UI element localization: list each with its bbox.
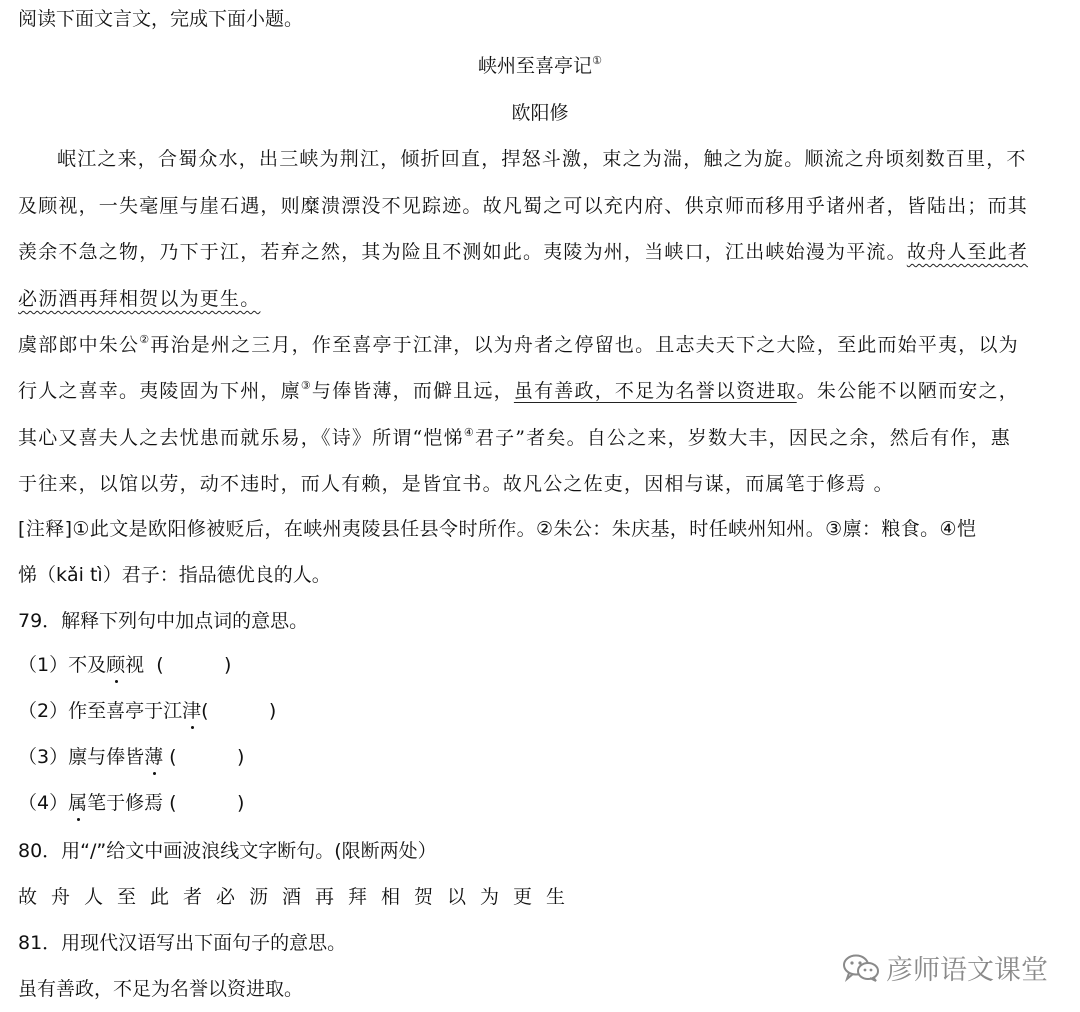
dotted-word-3: 薄	[144, 746, 164, 768]
para2-line2-a: 行人之喜幸。夷陵固为下州，廪	[18, 380, 301, 402]
q80-text: 故舟人至此者必沥酒再拜相贺以为更生	[18, 886, 580, 908]
q79-item-3-a: （3）廪与俸皆	[18, 746, 145, 768]
q79-item-2	[18, 702, 276, 721]
note-ref-3: ③	[300, 379, 312, 392]
para2-line4: 于往来，以馆以劳，动不违时，而人有赖，是皆宜书。故凡公之佐吏，因相与谋，而属笔于修焉 。	[18, 473, 894, 495]
q79-item-1	[18, 656, 231, 675]
dotted-word-2: 津	[182, 700, 202, 722]
q79-item-1-a: （1）不及	[18, 654, 107, 676]
para2-line2-d: 。朱公能不以陋而安之，	[796, 380, 1019, 402]
para2-line3-a: 其心又喜夫人之去忧患而就乐易，《诗》所谓“恺悌	[18, 427, 464, 449]
q79-item-2-a: （2）作至喜亭于江	[18, 700, 183, 722]
notes-line1: [注释]①此文是欧阳修被贬后，在峡州夷陵县任县令时所作。②朱公：朱庆基，时任峡州知州。③廪：粮食。④恺	[18, 518, 977, 540]
q81-sentence: 虽有善政，不足为名誉以资进取。	[18, 978, 304, 1000]
para1-line4	[18, 290, 260, 309]
q80-stem: 80．用“/”给文中画波浪线文字断句。(限断两处）	[18, 840, 437, 862]
note-ref-4: ④	[463, 426, 475, 439]
para1-line1: 岷江之来，合蜀众水，出三峡为荆江，倾折回直，捍怒斗激，束之为湍，触之为旋。顺流之舟顷刻数百里，不	[57, 148, 1027, 170]
para2-line1-b: 再治是州之三月，作至喜亭于江津，以为舟者之停留也。且志夫天下之大险，至此而始平夷，以为	[150, 334, 1019, 356]
dotted-word-4: 属	[68, 792, 88, 814]
para2-line2	[18, 379, 1019, 402]
q79-item-3	[18, 748, 244, 767]
para2-line3-b: 君子”者矣。自公之来，岁数大丰，因民之余，然后有作，惠	[474, 427, 1012, 449]
q79-item-4-a: （4）	[18, 792, 69, 814]
para2-line1	[18, 333, 1019, 356]
para1-line3	[18, 243, 1028, 262]
article-title	[0, 54, 1080, 77]
q79-item-4	[18, 794, 244, 813]
para2-line3	[18, 426, 1012, 449]
wechat-icon	[842, 953, 880, 983]
q79-item-4-b: 笔于修焉	[87, 792, 164, 814]
answer-blank-2: ( )	[201, 700, 277, 722]
note-ref-2: ②	[139, 333, 151, 346]
notes-line2: 悌（kǎi tì）君子：指品德优良的人。	[18, 564, 331, 586]
q79-stem: 79．解释下列句中加点词的意思。	[18, 610, 309, 632]
para2-line2-b: 与俸皆薄，而僻且远，	[311, 380, 514, 402]
watermark	[842, 948, 1048, 987]
watermark-text: 彦师语文课堂	[886, 955, 1048, 986]
wavy-underlined-text: 故舟人至此者	[906, 241, 1029, 263]
q81-stem: 81．用现代汉语写出下面句子的意思。	[18, 932, 347, 954]
title-text: 峡州至喜亭记	[478, 55, 593, 77]
answer-blank-1: ( )	[144, 654, 232, 676]
answer-blank-4: ( )	[163, 792, 245, 814]
para1-line2: 及顾视，一失毫厘与崖石遇，则糜溃漂没不见踪迹。故凡蜀之可以充内府、供京师而移用乎诸州者，皆陆出；而其	[18, 195, 1029, 217]
dotted-word-1: 顾	[106, 654, 126, 676]
answer-blank-3: ( )	[163, 746, 245, 768]
article-author: 欧阳修	[511, 102, 569, 124]
para1-line3-text: 羡余不急之物，乃下于江，若弃之然，其为险且不测如此。夷陵为州，当峡口，江出峡始漫为平流。	[18, 241, 907, 263]
underlined-sentence: 虽有善政，不足为名誉以资进取	[513, 380, 797, 402]
para2-line1-a: 虞部郎中朱公	[18, 334, 140, 356]
instruction: 阅读下面文言文，完成下面小题。	[18, 8, 304, 30]
wavy-underlined-text-2: 必沥酒再拜相贺以为更生。	[18, 288, 261, 310]
title-note: ①	[592, 54, 602, 67]
q79-item-1-b: 视	[125, 654, 145, 676]
